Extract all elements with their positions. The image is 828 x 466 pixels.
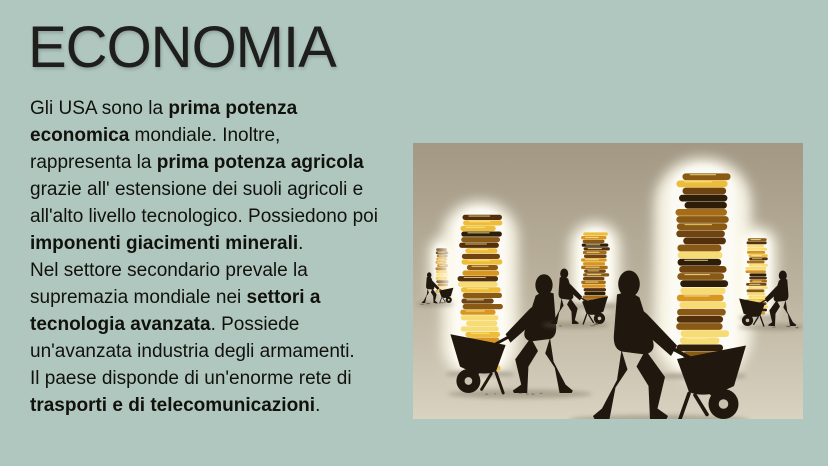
body-text-segment: settori a bbox=[246, 287, 321, 308]
men-wheelbarrows-coins-illustration bbox=[413, 143, 803, 419]
body-line bbox=[30, 230, 378, 257]
body-line bbox=[30, 338, 378, 365]
body-text-segment: mondiale. Inoltre, bbox=[129, 125, 281, 146]
body-text-segment: grazie all' estensione dei suoli agricoli e bbox=[30, 179, 364, 200]
body-text-segment: Nel settore secondario prevale la bbox=[30, 260, 308, 281]
body-text-segment: un'avanzata industria degli armamenti. bbox=[30, 341, 355, 362]
coin-wheelbarrow-image bbox=[413, 143, 803, 419]
body-line bbox=[30, 284, 378, 311]
body-line bbox=[30, 365, 378, 392]
body-line bbox=[30, 176, 378, 203]
body-line bbox=[30, 122, 378, 149]
body-line bbox=[30, 95, 378, 122]
slide-title: ECONOMIA bbox=[28, 15, 336, 80]
body-text-segment: tecnologia avanzata bbox=[30, 314, 211, 335]
body-text-segment: imponenti giacimenti minerali bbox=[30, 233, 299, 254]
body-line bbox=[30, 392, 378, 419]
body-text-segment: all'alto livello tecnologico. Possiedono poi bbox=[30, 206, 378, 227]
body-text-segment: rappresenta la bbox=[30, 152, 157, 173]
body-line bbox=[30, 311, 378, 338]
body-text-segment: Gli USA sono la bbox=[30, 98, 169, 119]
body-text-segment: . Possiede bbox=[210, 314, 300, 335]
body-text-segment: trasporti e di telecomunicazioni bbox=[30, 395, 316, 416]
body-text-segment: supremazia mondiale nei bbox=[30, 287, 247, 308]
body-line bbox=[30, 257, 378, 284]
body-text-segment: economica bbox=[30, 125, 130, 146]
body-line bbox=[30, 203, 378, 230]
body-text-segment: . bbox=[315, 395, 321, 416]
body-text-segment: prima potenza bbox=[168, 98, 298, 119]
body-text-segment: . bbox=[298, 233, 304, 254]
body-text-segment: prima potenza agricola bbox=[156, 152, 364, 173]
body-line bbox=[30, 149, 378, 176]
body-text-segment: Il paese disponde di un'enorme rete di bbox=[30, 368, 352, 389]
body-text bbox=[30, 95, 378, 419]
